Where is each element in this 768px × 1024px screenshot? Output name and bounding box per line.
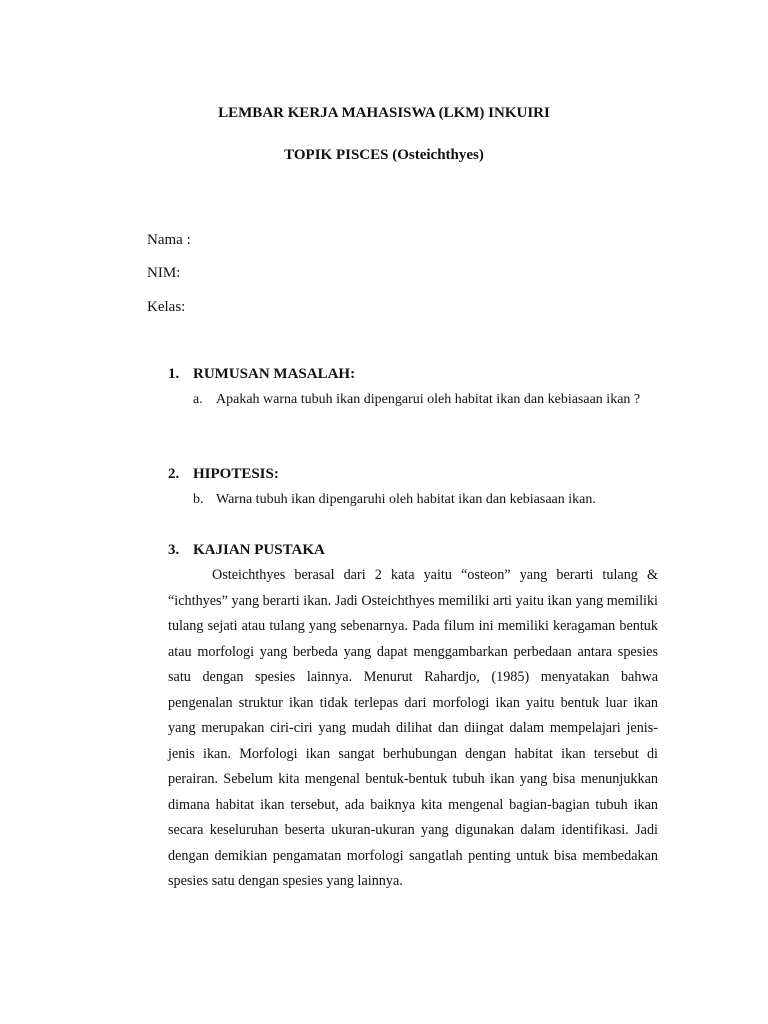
list-item-text: Apakah warna tubuh ikan dipengarui oleh habitat ikan dan kebiasaan ikan ? (216, 392, 641, 407)
list-item-text: Warna tubuh ikan dipengaruhi oleh habitat ikan dan kebiasaan ikan. (216, 492, 596, 507)
section-heading-hipotesis (168, 465, 279, 483)
field-kelas-label: Kelas: (147, 299, 186, 315)
list-item (193, 387, 653, 412)
list-item-letter: b. (193, 492, 204, 507)
list-item (193, 487, 653, 512)
section-number: 2. (168, 466, 180, 482)
list-item-letter: a. (193, 392, 203, 407)
section-number: 1. (168, 366, 180, 382)
kajian-pustaka-paragraph: Osteichthyes berasal dari 2 kata yaitu “osteon” yang berarti tulang & “ichthyes” yang berarti ikan. Jadi Osteichthyes memiliki arti yaitu ikan yang memiliki tulang sejati atau tulang yang sebenarnya. Pada filum ini memiliki keragaman bentuk atau morfologi yang berbeda yang dapat menggambarkan perbedaan antara spesies satu dengan spesies lainnya. Menurut Rahardjo, (1985) menyatakan bahwa pengenalan struktur ikan tidak terlepas dari morfologi ikan yaitu bentuk luar ikan yang merupakan ciri-ciri yang mudah dilihat dan diingat dalam mempelajari jenis-jenis ikan. Morfologi ikan sangat berhubungan dengan habitat ikan tersebut di perairan. Sebelum kita mengenal bentuk-bentuk tubuh ikan yang bisa menunjukkan dimana habitat ikan tersebut, ada baiknya kita mengenal bagian-bagian tubuh ikan secara keseluruhan beserta ukuran-ukuran yang digunakan dalam identifikasi. Jadi dengan demikian pengamatan morfologi sangatlah penting untuk bisa membedakan spesies satu dengan spesies yang lainnya. (168, 567, 658, 889)
section-title: KAJIAN PUSTAKA (193, 542, 325, 558)
field-nim-label: NIM: (147, 265, 181, 281)
section-heading-kajian-pustaka (168, 541, 325, 559)
section-heading-rumusan-masalah (168, 365, 355, 383)
document-title: LEMBAR KERJA MAHASISWA (LKM) INKUIRI (218, 105, 550, 121)
section-title: HIPOTESIS: (193, 466, 279, 482)
section-number: 3. (168, 542, 180, 558)
section-title: RUMUSAN MASALAH: (193, 366, 356, 382)
document-topic: TOPIK PISCES (Osteichthyes) (284, 147, 484, 163)
field-nama-label: Nama : (147, 232, 191, 248)
